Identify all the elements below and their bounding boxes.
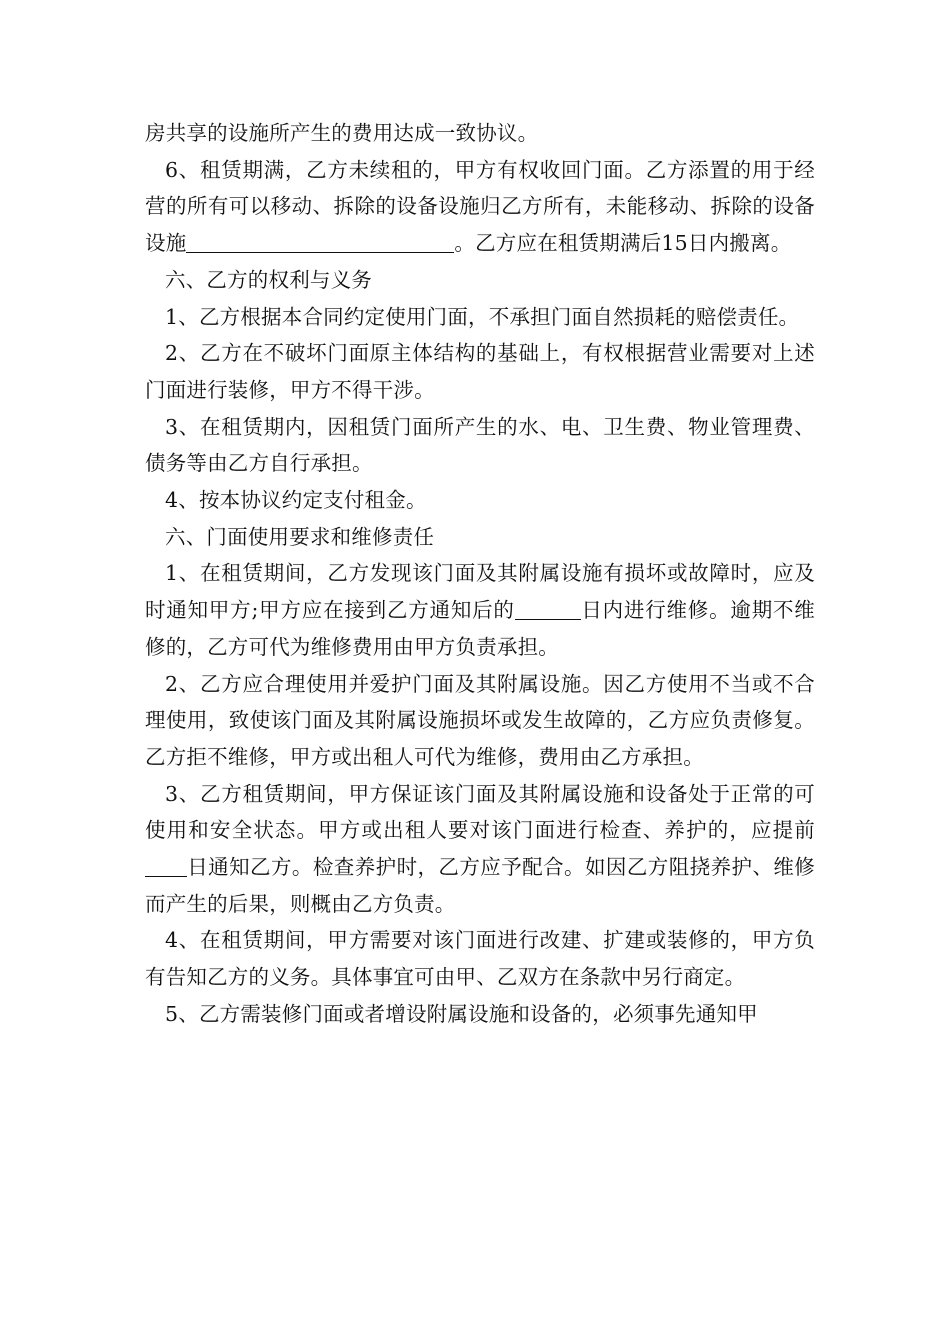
heading-text: 六、门面使用要求和维修责任 [165,524,435,549]
heading-text: 六、乙方的权利与义务 [165,267,372,292]
clause-text-before-blank: 3、乙方租赁期间，甲方保证该门面及其附属设施和设备处于正常的可使用和安全状态。甲方或出租人要对该门面进行检查、养护的，应提前 [145,781,815,843]
clause-6-2 [145,335,815,408]
clause-text: 1、乙方根据本合同约定使用门面，不承担门面自然损耗的赔偿责任。 [165,304,800,329]
clause-6-4 [145,482,815,519]
clause-text-after-blank: 日通知乙方。检查养护时，乙方应予配合。如因乙方阻挠养护、维修而产生的后果，则概由乙方负责。 [145,855,815,916]
fill-in-blank [515,597,581,620]
section-heading-tenant-rights [145,262,815,299]
document-body [145,115,815,1033]
clause-6-1 [145,299,815,336]
fill-in-blank [145,854,187,877]
clause-text: 4、在租赁期间，甲方需要对该门面进行改建、扩建或装修的，甲方负有告知乙方的义务。具体事宜可由甲、乙双方在条款中另行商定。 [145,928,815,990]
clause-7-4 [145,922,815,995]
clause-5-6-lease-expiry [145,152,815,262]
clause-7-5 [145,996,815,1033]
clause-text-before-blank: 1、在租赁期间，乙方发现该门面及其附属设施有损坏或故障时，应及时通知甲方;甲方应在接到乙方通知后的 [145,561,815,623]
clause-text: 2、乙方应合理使用并爱护门面及其附属设施。因乙方使用不当或不合理使用，致使该门面及其附属设施损坏或发生故障的，乙方应负责修复。乙方拒不维修，甲方或出租人可代为维修，费用由乙方承担。 [145,671,815,769]
clause-text-after-blank: 日内进行维修。逾期不维修的，乙方可代为维修费用由甲方负责承担。 [145,598,815,659]
paragraph-shared-facilities-cont [145,115,815,152]
clause-text-before-blank: 6、租赁期满，乙方未续租的，甲方有权收回门面。乙方添置的用于经营的所有可以移动、拆除的设备设施归乙方所有，未能移动、拆除的设备设施 [145,157,815,256]
paragraph-text: 房共享的设施所产生的费用达成一致协议。 [145,121,539,145]
clause-text: 3、在租赁期内，因租赁门面所产生的水、电、卫生费、物业管理费、债务等由乙方自行承担。 [145,414,815,476]
fill-in-blank [186,230,454,253]
clause-text-after-blank: 。乙方应在租赁期满后15日内搬离。 [454,231,792,256]
clause-7-1 [145,555,815,665]
clause-7-2 [145,666,815,776]
clause-text: 4、按本协议约定支付租金。 [165,488,427,513]
clause-text: 2、乙方在不破坏门面原主体结构的基础上，有权根据营业需要对上述门面进行装修，甲方不得干涉。 [145,341,815,402]
section-heading-usage-maintenance [145,519,815,556]
clause-text: 5、乙方需装修门面或者增设附属设施和设备的，必须事先通知甲 [165,1001,758,1026]
clause-7-3 [145,776,815,923]
clause-6-3 [145,409,815,482]
